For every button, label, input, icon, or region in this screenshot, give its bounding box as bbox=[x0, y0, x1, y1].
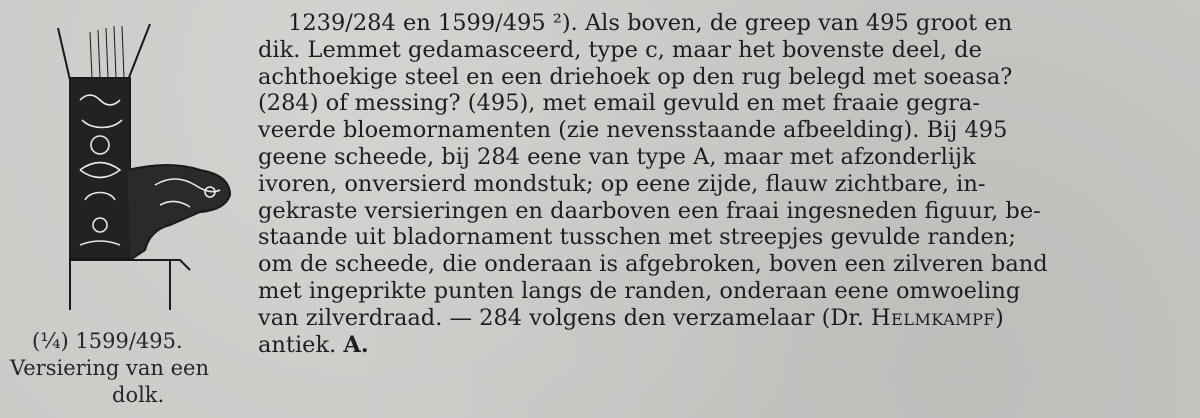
text-segment: ) bbox=[994, 304, 1004, 331]
text-line: ivoren, onversierd mondstuk; op eene zijde, flauw zichtbare, in- bbox=[258, 170, 986, 197]
text-line: dik. Lemmet gedamasceerd, type c, maar het bovenste deel, de bbox=[258, 36, 982, 63]
text-segment: van zilverdraad. — 284 volgens den verzamelaar (Dr. bbox=[258, 304, 872, 331]
text-line: 1239/284 en 1599/495 ²). Als boven, de greep van 495 groot en bbox=[288, 10, 1013, 36]
body-paragraph bbox=[258, 10, 1173, 358]
text-line: staande uit bladornament tusschen met streepjes gevulde randen; bbox=[258, 224, 1016, 251]
text-segment: antiek. bbox=[258, 331, 337, 358]
figure-caption bbox=[10, 328, 250, 409]
text-line bbox=[258, 332, 1173, 359]
author-name: Helmkampf bbox=[871, 304, 995, 331]
caption-figure-number: (¼) 1599/495. bbox=[32, 329, 183, 353]
text-line: achthoekige steel en een driehoek op den rug belegd met soeasa? bbox=[258, 63, 1013, 90]
dagger-hilt-illustration bbox=[50, 20, 240, 320]
caption-title-cont: dolk. bbox=[112, 383, 165, 407]
collection-mark: A. bbox=[343, 331, 369, 358]
text-line: (284) of messing? (495), met email gevuld en met fraaie gegra- bbox=[258, 90, 980, 117]
text-line: veerde bloemornamenten (zie nevensstaande afbeelding). Bij 495 bbox=[258, 117, 1008, 144]
text-line: om de scheede, die onderaan is afgebroken, boven een zilveren band bbox=[258, 251, 1048, 278]
text-line bbox=[258, 305, 1173, 332]
text-line: geene scheede, bij 284 eene van type A, maar met afzonderlijk bbox=[258, 143, 976, 170]
text-line: met ingeprikte punten langs de randen, onderaan eene omwoeling bbox=[258, 277, 1021, 304]
caption-title: Versiering van een bbox=[10, 356, 209, 380]
text-line: gekraste versieringen en daarboven een fraai ingesneden figuur, be- bbox=[258, 197, 1041, 224]
